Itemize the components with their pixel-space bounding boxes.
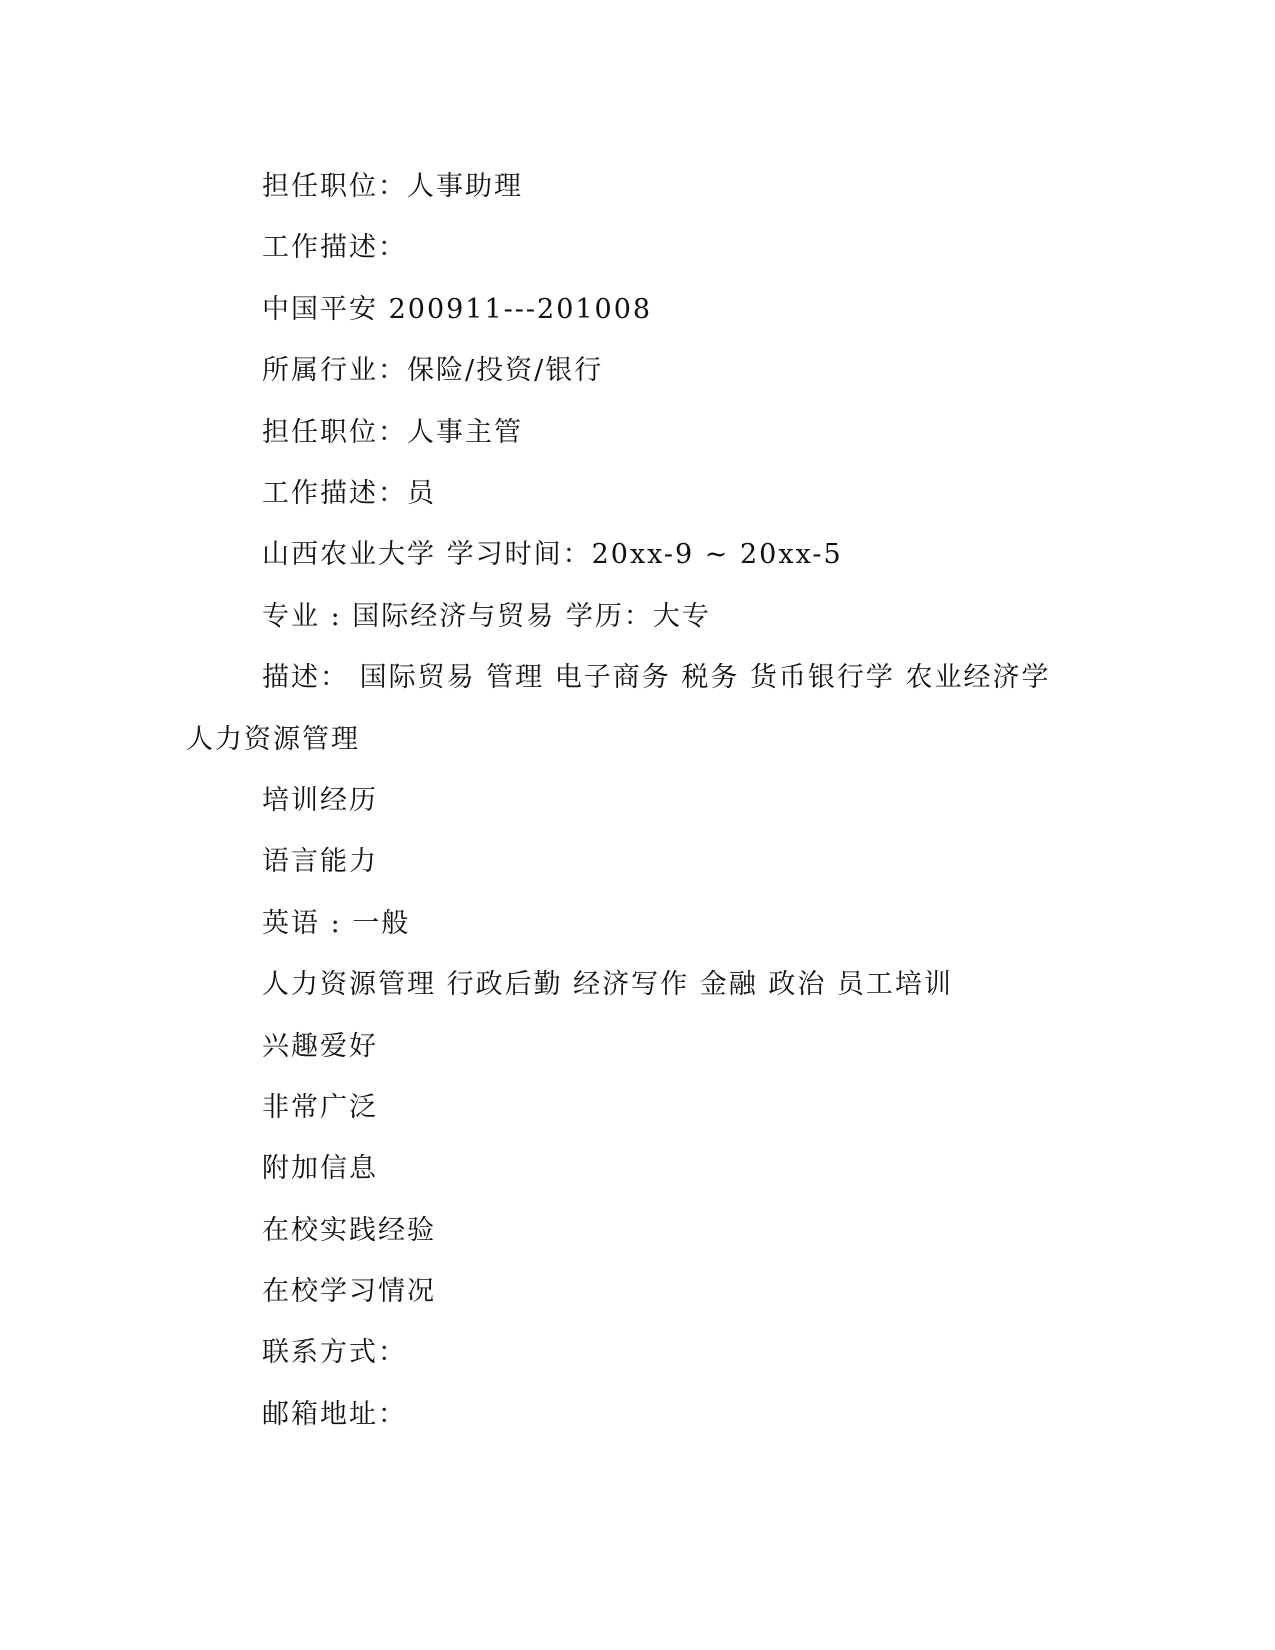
line-practice-experience: 在校实践经验 <box>262 1214 436 1246</box>
line-job-description-1: 工作描述： <box>262 232 407 264</box>
heading-hobbies: 兴趣爱好 <box>262 1030 378 1062</box>
line-study-situation: 在校学习情况 <box>262 1276 436 1308</box>
line-major-degree: 专业 : 国际经济与贸易 学历：大专 <box>262 600 711 632</box>
line-english-level: 英语 : 一般 <box>262 907 411 939</box>
heading-additional-info: 附加信息 <box>262 1153 378 1185</box>
line-industry: 所属行业：保险/投资/银行 <box>262 355 604 387</box>
line-position-supervisor: 担任职位：人事主管 <box>262 416 523 448</box>
line-hobbies: 非常广泛 <box>262 1091 378 1123</box>
line-job-description-2: 工作描述：员 <box>262 477 436 509</box>
heading-training: 培训经历 <box>262 784 378 816</box>
heading-language: 语言能力 <box>262 846 378 878</box>
line-position-assistant: 担任职位：人事助理 <box>262 171 523 202</box>
line-contact: 联系方式： <box>262 1337 407 1369</box>
line-company-period: 中国平安 200911---201008 <box>262 293 653 325</box>
document-body <box>186 156 1066 1445</box>
line-email: 邮箱地址： <box>262 1398 407 1430</box>
line-school-period: 山西农业大学 学习时间：20xx-9 ~ 20xx-5 <box>262 539 843 571</box>
line-course-description: 描述： 国际贸易 管理 电子商务 税务 货币银行学 农业经济学 人力资源管理 <box>186 662 1051 755</box>
line-skills: 人力资源管理 行政后勤 经济写作 金融 政治 员工培训 <box>262 969 953 1001</box>
